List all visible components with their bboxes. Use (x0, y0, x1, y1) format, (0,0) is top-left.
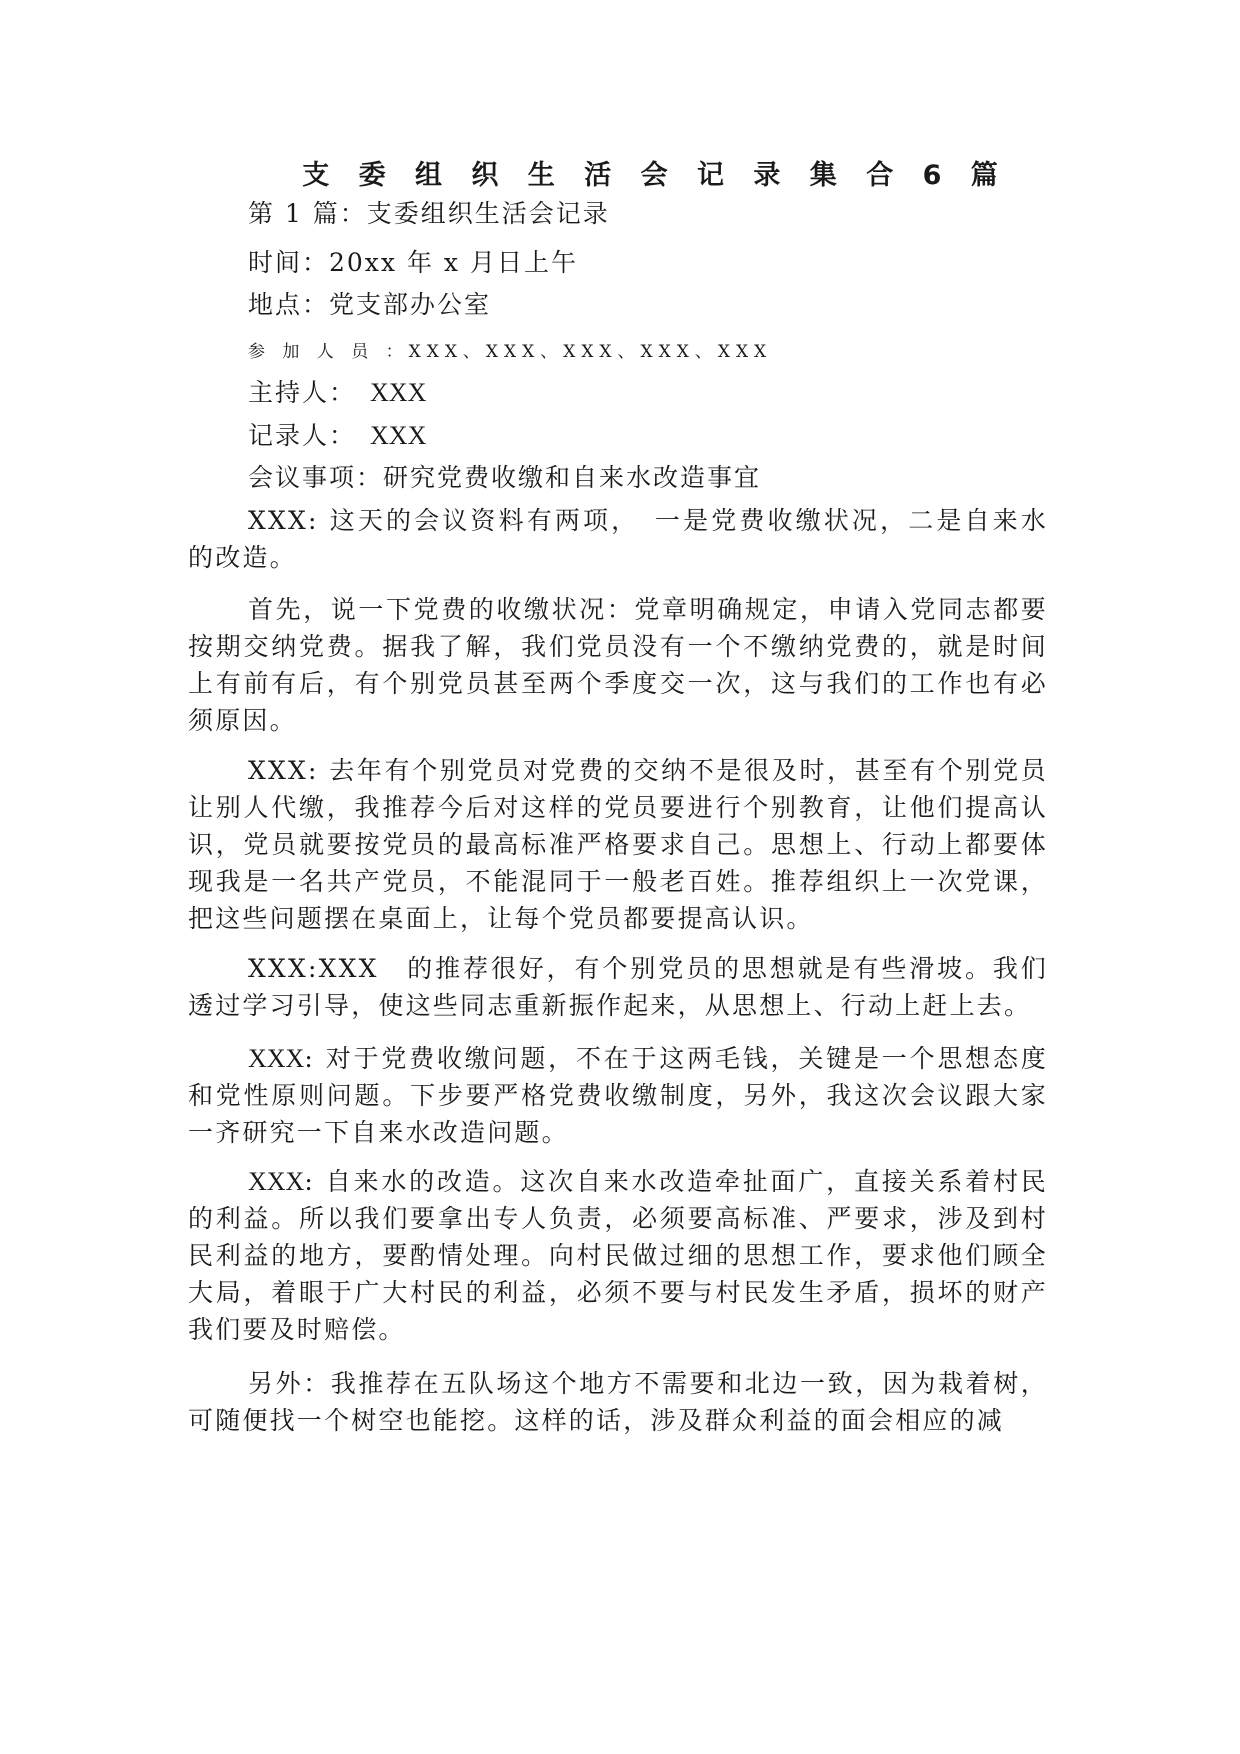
meeting-recorder (248, 418, 426, 454)
meeting-place: 地点：党支部办公室 (248, 290, 492, 319)
paragraph: XXX: 这天的会议资料有两项， 一是党费收缴状况，二是自来水的改造。 (188, 506, 1048, 572)
paragraph: 首先，说一下党费的收缴状况：党章明确规定，申请入党同志都要按期交纳党费。据我了解，我们党员没有一个不缴纳党费的，就是时间上有前有后，有个别党员甚至两个季度交一次，这与我们的工作也有必须原因。 (188, 595, 1048, 735)
meeting-agenda: 会议事项：研究党费收缴和自来水改造事宜 (248, 463, 762, 492)
paragraph: XXX: 自来水的改造。这次自来水改造牵扯面广，直接关系着村民的利益。所以我们要拿出专人负责，必须要高标准、严要求，涉及到村民利益的地方，要酌情处理。向村民做过细的思想工作，要求他们顾全大局，着眼于广大村民的利益，必须不要与村民发生矛盾，损坏的财产我们要及时赔偿。 (188, 1167, 1048, 1344)
chapter-heading: 第 1 篇：支委组织生活会记录 (248, 199, 610, 228)
host-label: 主持人： (248, 378, 357, 407)
recorder-value: XXX (370, 421, 427, 450)
document-title: 支 委 组 织 生 活 会 记 录 集 合 6 篇 (302, 160, 1008, 191)
meeting-host (248, 375, 426, 411)
meeting-time: 时间：20xx 年 x 月日上午 (248, 248, 578, 277)
host-value: XXX (370, 378, 427, 407)
paragraph: XXX:XXX 的推荐很好，有个别党员的思想就是有些滑坡。我们透过学习引导，使这些同志重新振作起来，从思想上、行动上赶上去。 (188, 954, 1048, 1020)
recorder-label: 记录人： (248, 421, 357, 450)
paragraph: 另外：我推荐在五队场这个地方不需要和北边一致，因为栽着树，可随便找一个树空也能挖。这样的话，涉及群众利益的面会相应的减 (188, 1369, 1048, 1435)
paragraph: XXX: 对于党费收缴问题，不在于这两毛钱，关键是一个思想态度和党性原则问题。下步要严格党费收缴制度，另外，我这次会议跟大家一齐研究一下自来水改造问题。 (188, 1044, 1048, 1147)
meeting-attendees: 参 加 人 员 ：XXX、XXX、XXX、XXX、XXX (248, 342, 773, 362)
paragraph: XXX: 去年有个别党员对党费的交纳不是很及时，甚至有个别党员让别人代缴，我推荐今后对这样的党员要进行个别教育，让他们提高认识，党员就要按党员的最高标准严格要求自己。思想上、行动上都要体现我是一名共产党员，不能混同于一般老百姓。推荐组织上一次党课，把这些问题摆在桌面上，让每个党员都要提高认识。 (188, 756, 1048, 933)
